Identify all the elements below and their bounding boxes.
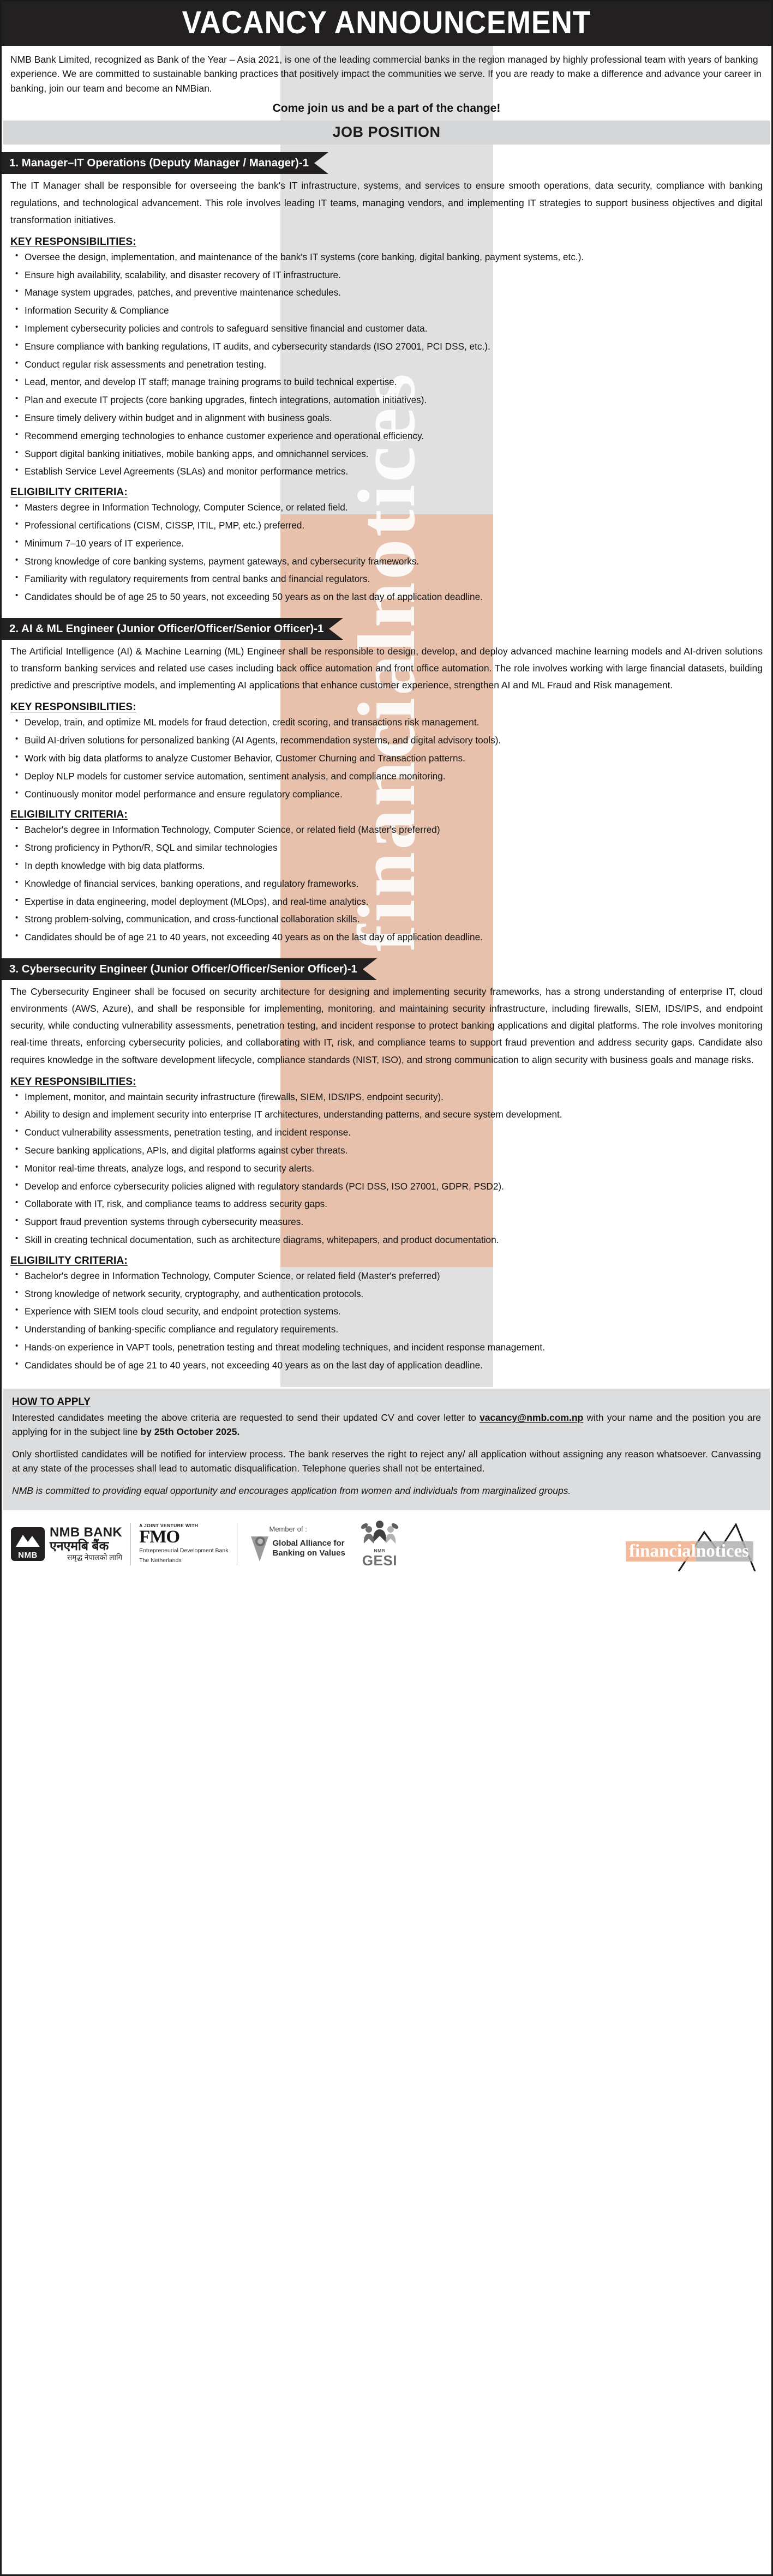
list-item: • Build AI-driven solutions for personalized banking (AI Agents, recommendation systems, and digital advisory tools).: [25, 734, 763, 748]
page-title: VACANCY ANNOUNCEMENT: [182, 5, 591, 40]
gabv-name-line2: Banking on Values: [272, 1548, 345, 1558]
list-item: • Ensure compliance with banking regulations, IT audits, and cybersecurity standards (ISO 27001, PCI DSS, etc.).: [25, 340, 763, 354]
apply-line-1a: Interested candidates meeting the above criteria are requested to send their updated CV and cover letter to: [12, 1412, 480, 1423]
how-to-apply-section: [3, 1389, 770, 1510]
list-item: • Support fraud prevention systems through cybersecurity measures.: [25, 1215, 763, 1229]
list-item: • Ensure timely delivery within budget and in alignment with business goals.: [25, 411, 763, 425]
job-1-eligibility-list: [10, 501, 763, 604]
intro-paragraph: NMB Bank Limited, recognized as Bank of the Year – Asia 2021, is one of the leading commercial banks in the region managed by highly professional team with years of banking experience. We are committed to sustainable banking practices that positively impact the communities we serve. If you are ready to make a difference and advance your career in banking, join our team and become an NMBian.: [10, 53, 762, 94]
list-item: • Develop, train, and optimize ML models for fraud detection, credit scoring, and transactions risk management.: [25, 716, 763, 730]
list-item: • Establish Service Level Agreements (SLAs) and monitor performance metrics.: [25, 465, 763, 479]
list-item: • Candidates should be of age 21 to 40 years, not exceeding 40 years as on the last day of application deadline.: [25, 1359, 763, 1373]
job-3-title: 3. Cybersecurity Engineer (Junior Officer/Officer/Senior Officer)-1: [2, 958, 363, 980]
job-1-title: 1. Manager–IT Operations (Deputy Manager / Manager)-1: [2, 152, 314, 174]
job-1-summary: The IT Manager shall be responsible for overseeing the bank's IT infrastructure, systems, and services to ensure smooth operations, data security, compliance with banking regulations, and technological advancement. This role involves leading IT teams, managing vendors, and implementing IT strategies to support business objectives and digital transformation initiatives.: [10, 180, 763, 225]
gesi-nmb-label: NMB: [374, 1548, 386, 1554]
list-item: • Masters degree in Information Technology, Computer Science, or related field.: [25, 501, 763, 515]
partner-logos: [11, 1520, 400, 1568]
list-item: • Oversee the design, implementation, and maintenance of the bank's IT systems (core banking, digital banking, payment systems, etc.).: [25, 250, 763, 265]
nmb-bank-logo: [11, 1526, 122, 1562]
list-item: • Professional certifications (CISM, CISSP, ITIL, PMP, etc.) preferred.: [25, 519, 763, 533]
list-item: • Continuously monitor model performance and ensure regulatory compliance.: [25, 788, 763, 802]
list-item: • Conduct regular risk assessments and penetration testing.: [25, 358, 763, 372]
nmb-mountain-icon: [11, 1527, 45, 1561]
job-1-responsibilities-list: [10, 250, 763, 479]
list-item: • Knowledge of financial services, banking operations, and regulatory frameworks.: [25, 877, 763, 891]
list-item: • Experience with SIEM tools cloud security, and endpoint protection systems.: [25, 1305, 763, 1319]
job-1-responsibilities-heading: KEY RESPONSIBILITIES:: [10, 236, 136, 248]
job-2-responsibilities-list: [10, 716, 763, 801]
nmb-name-en: NMB BANK: [50, 1525, 123, 1540]
list-item: • Develop and enforce cybersecurity policies aligned with regulatory standards (PCI DSS, ISO 27001, GDPR, PSD2).: [25, 1180, 763, 1194]
list-item: • Secure banking applications, APIs, and digital platforms against cyber threats.: [25, 1144, 763, 1158]
list-item: • Support digital banking initiatives, mobile banking apps, and omnichannel services.: [25, 447, 763, 461]
list-item: • Manage system upgrades, patches, and preventive maintenance schedules.: [25, 286, 763, 300]
job-2-banner: [2, 618, 771, 640]
job-3-summary: The Cybersecurity Engineer shall be focused on security architecture for designing and implementing security frameworks, has a strong understanding of enterprise IT, cloud environments (AWS, Azure), and shall be responsible for implementing, monitoring, and maintaining security infrastructure, including firewalls, SIEM, IDS/IPS, and endpoint security, while conducting vulnerability assessments, penetration testing, and incident response to protect banking applications and digital platforms. The role involves monitoring real-time threats, enforcing cybersecurity policies, and collaborating with IT, risk, and compliance teams to support fraud prevention and address security gaps. Candidate also requires knowledge in the software development lifecycle, compliance standards (NIST, ISO), and strong communication to align security with business goals and manage risks.: [10, 986, 763, 1065]
list-item: • Deploy NLP models for customer service automation, sentiment analysis, and compliance monitoring.: [25, 770, 763, 784]
list-item: • Ability to design and implement security into enterprise IT architectures, understanding patterns, and secure system development.: [25, 1108, 763, 1122]
list-item: • Conduct vulnerability assessments, penetration testing, and incident response.: [25, 1126, 763, 1140]
nmb-wordmark: [50, 1526, 122, 1562]
apple-icon: [757, 1547, 766, 1559]
gabv-globe-v-icon: [250, 1534, 269, 1563]
list-item: • Recommend emerging technologies to enhance customer experience and operational efficiency.: [25, 429, 763, 443]
masthead: [2, 2, 771, 46]
job-position-band: [3, 121, 770, 145]
list-item: • In depth knowledge with big data platforms.: [25, 859, 763, 873]
fmo-name: FMO: [139, 1527, 180, 1547]
fmo-logo: [139, 1523, 228, 1564]
job-3-eligibility-list: [10, 1269, 763, 1373]
job-3-eligibility-heading: ELIGIBILITY CRITERIA:: [10, 1254, 128, 1266]
list-item: • Strong knowledge of network security, cryptography, and authentication protocols.: [25, 1287, 763, 1301]
intro-tagline: Come join us and be a part of the change!: [272, 102, 501, 115]
watermark-text: financialnotices: [341, 371, 432, 952]
fmo-descriptor: Entrepreneurial Development Bank: [139, 1547, 229, 1554]
divider: [130, 1523, 131, 1565]
job-2-summary: The Artificial Intelligence (AI) & Machine Learning (ML) Engineer shall be responsible to design, develop, and deploy advanced machine learning models and AI-driven solutions to transform banking services and related use cases including back office automation and front office automation. The role involves working with large financial datasets, building predictive and prescriptive models, and implementing AI applications that enhance customer experience, strengthen AI and ML Fraud and Risk management.: [10, 645, 763, 691]
job-1-banner: [2, 152, 771, 174]
list-item: • Strong proficiency in Python/R, SQL and similar technologies: [25, 841, 763, 855]
apply-paragraph-3: NMB is committed to providing equal opportunity and encourages application from women and individuals from marginalized groups.: [12, 1485, 571, 1496]
job-section-1: [2, 152, 771, 610]
list-item: • Hands-on experience in VAPT tools, penetration testing and threat modeling techniques, and incident response management.: [25, 1341, 763, 1355]
gabv-name-line1: Global Alliance for: [272, 1539, 345, 1548]
fmo-country: The Netherlands: [139, 1557, 182, 1564]
job-1-eligibility-heading: ELIGIBILITY CRITERIA:: [10, 487, 128, 499]
brand-part-1: financial: [626, 1541, 696, 1562]
list-item: • Strong problem-solving, communication, and cross-functional collaboration skills.: [25, 912, 763, 927]
mountain-peaks-icon: [16, 1533, 40, 1547]
gesi-people-icon: [359, 1520, 400, 1545]
job-section-3: [2, 958, 771, 1379]
list-item: • Candidates should be of age 21 to 40 years, not exceeding 40 years as on the last day of application deadline.: [25, 930, 763, 945]
list-item: • Monitor real-time threats, analyze logs, and respond to security alerts.: [25, 1162, 763, 1176]
job-2-title: 2. AI & ML Engineer (Junior Officer/Officer/Senior Officer)-1: [2, 618, 329, 640]
job-3-responsibilities-list: [10, 1090, 763, 1247]
list-item: • Plan and execute IT projects (core banking upgrades, fintech integrations, automation initiatives).: [25, 393, 763, 407]
list-item: • Implement, monitor, and maintain security infrastructure (firewalls, SIEM, IDS/IPS, endpoint security).: [25, 1090, 763, 1104]
nmb-mark-text: NMB: [18, 1550, 38, 1560]
financialnotices-brand: [626, 1519, 762, 1569]
apply-email-link[interactable]: vacancy@nmb.com.np: [480, 1412, 584, 1423]
nmb-tagline-np: समृद्ध नेपालको लागि: [67, 1553, 123, 1562]
list-item: • Bachelor's degree in Information Technology, Computer Science, or related field (Master's preferred): [25, 1269, 763, 1283]
job-2-eligibility-heading: ELIGIBILITY CRITERIA:: [10, 809, 128, 821]
job-2-eligibility-list: [10, 823, 763, 945]
apply-paragraph-2: Only shortlisted candidates will be notified for interview process. The bank reserves the right to reject any/ all application without assigning any reason whatsoever. Canvassing at any state of the processes shall lead to automatic disqualification. Telephone queries shall not be entertained.: [12, 1448, 761, 1474]
financialnotices-wordmark: [626, 1541, 766, 1562]
list-item: • Strong knowledge of core banking systems, payment gateways, and cybersecurity frameworks.: [25, 555, 763, 569]
list-item: • Understanding of banking-specific compliance and regulatory requirements.: [25, 1323, 763, 1337]
list-item: • Implement cybersecurity policies and controls to safeguard sensitive financial and customer data.: [25, 322, 763, 336]
fmo-joint-venture-label: A JOINT VENTURE WITH: [139, 1523, 199, 1529]
list-item: • Expertise in data engineering, model deployment (MLOps), and real-time analytics.: [25, 895, 763, 909]
list-item: • Bachelor's degree in Information Technology, Computer Science, or related field (Master's preferred): [25, 823, 763, 837]
gabv-name: [273, 1539, 345, 1558]
gesi-name: GESI: [362, 1552, 397, 1569]
list-item: • Collaborate with IT, risk, and compliance teams to address security gaps.: [25, 1197, 763, 1211]
list-item: • Skill in creating technical documentation, such as architecture diagrams, whitepapers, and product documentation.: [25, 1233, 763, 1247]
list-item: • Ensure high availability, scalability, and disaster recovery of IT infrastructure.: [25, 268, 763, 283]
list-item: • Minimum 7–10 years of IT experience.: [25, 537, 763, 551]
apply-deadline: by 25th October 2025.: [140, 1426, 240, 1438]
job-3-responsibilities-heading: KEY RESPONSIBILITIES:: [10, 1076, 136, 1088]
apply-line-1b: with your name and the position you are applying for in the subject line: [12, 1412, 761, 1438]
intro-section: [2, 46, 771, 97]
brand-part-2: notices: [696, 1541, 753, 1562]
job-3-banner: [2, 958, 771, 980]
job-2-responsibilities-heading: KEY RESPONSIBILITIES:: [10, 701, 136, 713]
gesi-logo: [359, 1520, 400, 1568]
nmb-name-np: एनएमबि बैंक: [50, 1539, 109, 1553]
list-item: • Familiarity with regulatory requirements from central banks and financial regulators.: [25, 572, 763, 586]
gabv-member-of-label: Member of :: [269, 1525, 307, 1534]
job-section-2: [2, 618, 771, 951]
job-position-label: JOB POSITION: [332, 124, 441, 141]
how-to-apply-instructions: [12, 1410, 761, 1439]
list-item: • Information Security & Compliance: [25, 304, 763, 318]
how-to-apply-heading: HOW TO APPLY: [12, 1396, 91, 1408]
list-item: • Work with big data platforms to analyze Customer Behavior, Customer Churning and Transaction patterns.: [25, 752, 763, 766]
footer: [3, 1510, 770, 1577]
gabv-logo: [250, 1525, 345, 1563]
list-item: • Lead, mentor, and develop IT staff; manage training programs to build technical expertise.: [25, 375, 763, 389]
list-item: • Candidates should be of age 25 to 50 years, not exceeding 50 years as on the last day of application deadline.: [25, 590, 763, 604]
